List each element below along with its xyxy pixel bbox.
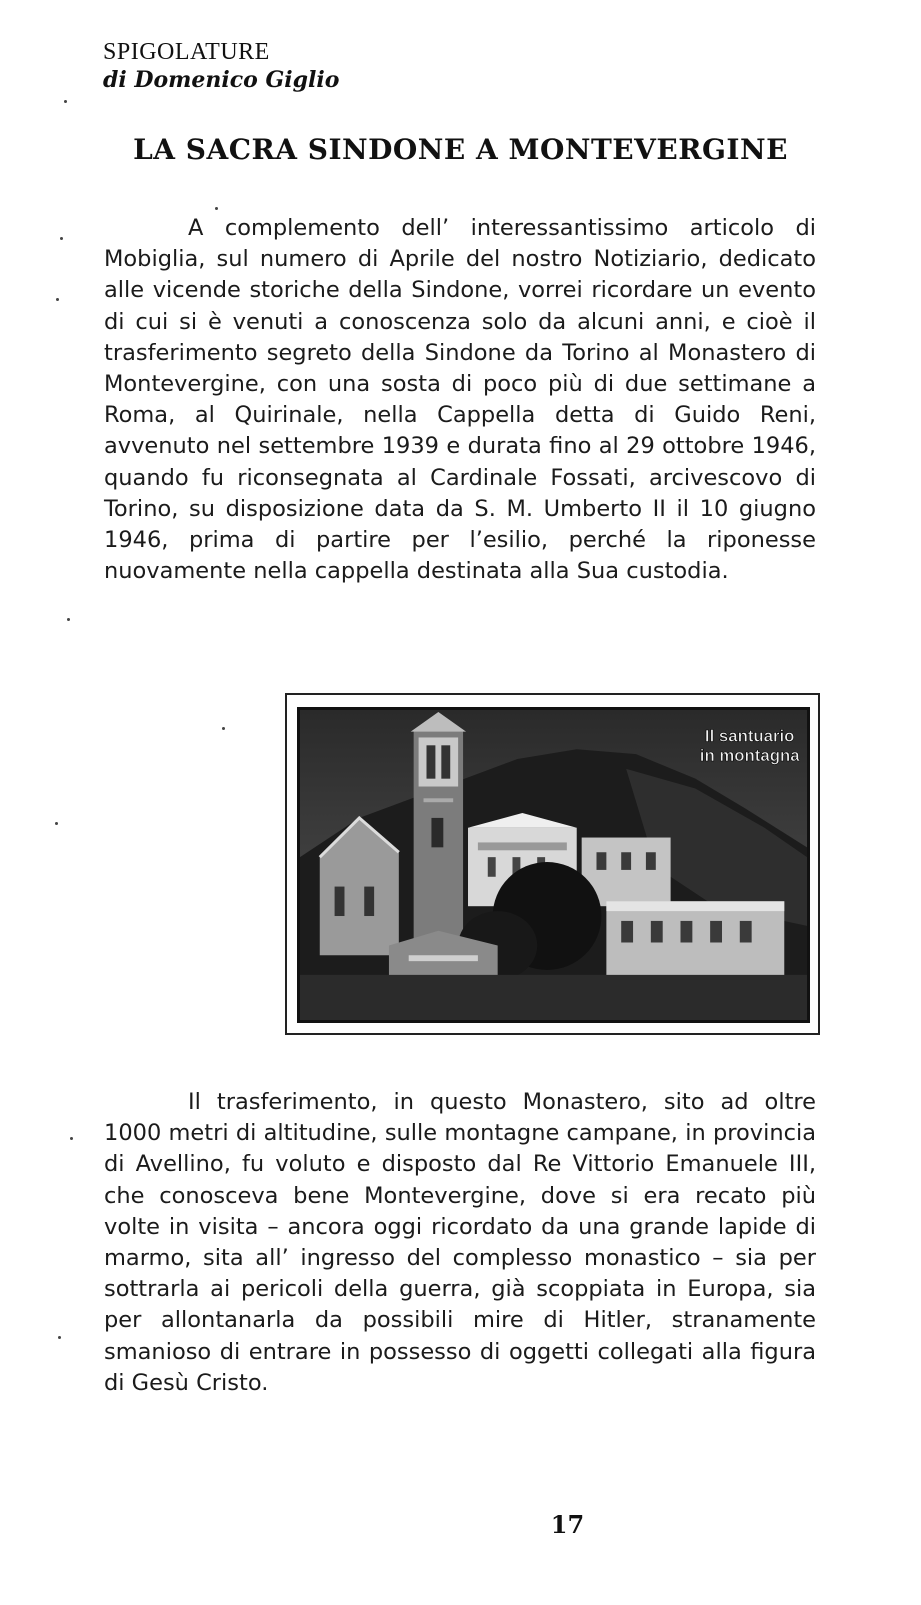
scan-speck	[56, 298, 59, 301]
scan-speck	[222, 727, 225, 730]
column-author: di Domenico Giglio	[103, 67, 340, 93]
column-name: SPIGOLATURE	[103, 39, 270, 65]
scan-speck	[60, 237, 63, 240]
paragraph-1: A complemento dell’ interessantissimo articolo di Mobiglia, sul numero di Aprile del nostro Notiziario, dedicato alle vicende storiche della Sindone, vorrei ricordare un evento di cui si è venuti a conoscenza solo da alcuni anni, e cioè il trasferimento segreto della Sindone da Torino al Monastero di Montevergine, con una sosta di poco più di due settimane a Roma, al Quirinale, nella Cappella detta di Guido Reni, avvenuto nel settembre 1939 e durata fino al 29 ottobre 1946, quando fu riconsegnata al Cardinale Fossati, arcivescovo di Torino, su disposizione data da S. M. Umberto II il 10 giugno 1946, prima di partire per l’esilio, perché la riponesse nuovamente nella cappella destinata alla Sua custodia.	[104, 215, 816, 585]
scan-speck	[58, 1336, 61, 1339]
page-number: 17	[550, 1510, 585, 1539]
article-title: LA SACRA SINDONE A MONTEVERGINE	[133, 133, 788, 166]
scan-speck	[55, 822, 58, 825]
scan-speck	[215, 207, 218, 210]
scan-speck	[67, 618, 70, 621]
monastery-photo	[285, 693, 820, 1035]
column-header	[103, 38, 339, 94]
scan-speck	[70, 1137, 73, 1140]
photo-caption-line-2: in montagna	[699, 746, 800, 765]
monastery-photo-image	[297, 707, 810, 1023]
scan-speck	[64, 100, 67, 103]
paragraph-2: Il trasferimento, in questo Monastero, sito ad oltre 1000 metri di altitudine, sulle montagne campane, in provincia di Avellino, fu voluto e disposto dal Re Vittorio Emanuele III, che conosceva bene Montevergine, dove si era recato più volte in visita – ancora oggi ricordato da una grande lapide di marmo, sita all’ ingresso del complesso monastico – sia per sottrarla ai pericoli della guerra, già scoppiata in Europa, sia per allontanarla da possibili mire di Hitler, stranamente smanioso di entrare in possesso di oggetti collegati alla figura di Gesù Cristo.	[104, 1089, 816, 1396]
photo-caption-line-1: Il santuario	[704, 726, 795, 746]
